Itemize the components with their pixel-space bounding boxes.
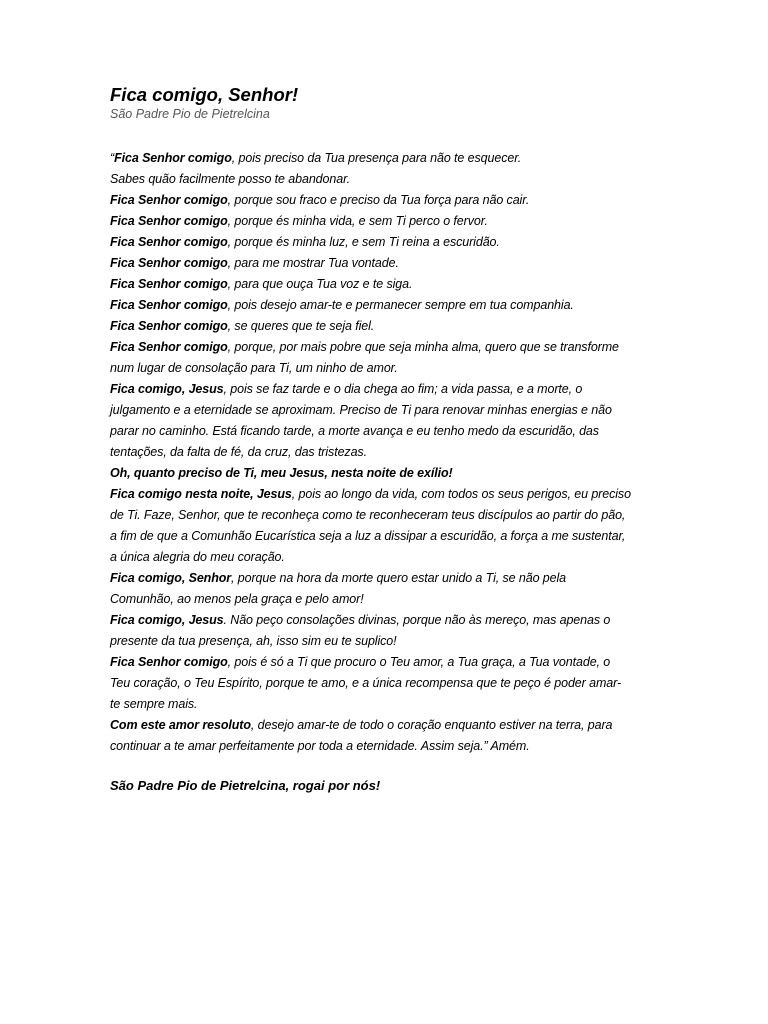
prayer-line-text: , pois se faz tarde e o dia chega ao fim; a vida passa, e a morte, o xyxy=(223,382,583,396)
prayer-line xyxy=(110,547,670,568)
prayer-line-text: num lugar de consolação para Ti, um ninho de amor. xyxy=(110,361,398,375)
prayer-line xyxy=(110,169,670,190)
prayer-line-text: , para me mostrar Tua vontade. xyxy=(227,256,399,270)
prayer-line xyxy=(110,568,670,589)
prayer-line xyxy=(110,253,670,274)
prayer-line-emphasis: Oh, quanto preciso de Ti, meu Jesus, nesta noite de exílio! xyxy=(110,466,453,480)
prayer-line-text: parar no caminho. Está ficando tarde, a morte avança e eu tenho medo da escuridão, das xyxy=(110,424,599,438)
prayer-line-emphasis: Fica comigo, Senhor xyxy=(110,571,232,585)
prayer-line xyxy=(110,190,670,211)
prayer-line xyxy=(110,610,670,631)
prayer-line-text: te sempre mais. xyxy=(110,697,198,711)
closing-invocation: São Padre Pio de Pietrelcina, rogai por nós! xyxy=(110,778,381,793)
prayer-line xyxy=(110,442,670,463)
prayer-line xyxy=(110,295,670,316)
prayer-line xyxy=(110,484,670,505)
prayer-line-emphasis: Fica Senhor comigo xyxy=(110,193,228,207)
prayer-line-text: Comunhão, ao menos pela graça e pelo amor! xyxy=(110,592,364,606)
prayer-line-text: tentações, da falta de fé, da cruz, das tristezas. xyxy=(110,445,367,459)
prayer-line-emphasis: Fica Senhor comigo xyxy=(110,298,228,312)
prayer-line-text: de Ti. Faze, Senhor, que te reconheça como te reconheceram teus discípulos ao partir do pão, xyxy=(110,508,626,522)
opening-quote: “ xyxy=(110,151,115,165)
prayer-line-emphasis: Fica comigo nesta noite, Jesus xyxy=(110,487,292,501)
prayer-line-emphasis: Fica Senhor comigo xyxy=(110,655,228,669)
prayer-line-text: , pois é só a Ti que procuro o Teu amor, a Tua graça, a Tua vontade, o xyxy=(227,655,611,669)
prayer-line-emphasis: Fica comigo, Jesus xyxy=(110,613,224,627)
prayer-line-text: , porque és minha luz, e sem Ti reina a escuridão. xyxy=(227,235,500,249)
prayer-line xyxy=(110,673,670,694)
prayer-line-emphasis: Fica Senhor comigo xyxy=(110,277,228,291)
prayer-line xyxy=(110,211,670,232)
prayer-line xyxy=(110,379,670,400)
prayer-text xyxy=(110,148,670,757)
prayer-line xyxy=(110,715,670,736)
prayer-line-text: a fim de que a Comunhão Eucarística seja a luz a dissipar a escuridão, a força a me sustentar, xyxy=(110,529,626,543)
prayer-line xyxy=(110,232,670,253)
prayer-line xyxy=(110,736,670,757)
prayer-line xyxy=(110,337,670,358)
prayer-line-text: , desejo amar-te de todo o coração enquanto estiver na terra, para xyxy=(250,718,613,732)
prayer-line-text: , porque sou fraco e preciso da Tua força para não cair. xyxy=(227,193,530,207)
prayer-line xyxy=(110,631,670,652)
prayer-line xyxy=(110,652,670,673)
prayer-line xyxy=(110,463,670,484)
document-title: Fica comigo, Senhor! xyxy=(110,84,299,105)
document-subtitle: São Padre Pio de Pietrelcina xyxy=(110,107,270,121)
prayer-line xyxy=(110,694,670,715)
prayer-line-text: . Não peço consolações divinas, porque não às mereço, mas apenas o xyxy=(223,613,611,627)
prayer-line-text: , pois desejo amar-te e permanecer sempre em tua companhia. xyxy=(227,298,574,312)
prayer-line xyxy=(110,505,670,526)
prayer-line-text: , porque, por mais pobre que seja minha alma, quero que se transforme xyxy=(227,340,619,354)
prayer-line-text: , porque na hora da morte quero estar unido a Ti, se não pela xyxy=(231,571,567,585)
prayer-line xyxy=(110,526,670,547)
prayer-line-text: a única alegria do meu coração. xyxy=(110,550,285,564)
prayer-line xyxy=(110,148,670,169)
prayer-line-text: continuar a te amar perfeitamente por toda a eternidade. Assim seja.” Amém. xyxy=(110,739,530,753)
prayer-line-emphasis: Fica Senhor comigo xyxy=(110,256,228,270)
prayer-line-emphasis: Fica comigo, Jesus xyxy=(110,382,224,396)
prayer-line-emphasis: Com este amor resoluto xyxy=(110,718,251,732)
prayer-line-emphasis: Fica Senhor comigo xyxy=(110,340,228,354)
prayer-line-text: , pois ao longo da vida, com todos os seus perigos, eu preciso xyxy=(291,487,631,501)
prayer-line-emphasis: Fica Senhor comigo xyxy=(110,214,228,228)
prayer-line-emphasis: Fica Senhor comigo xyxy=(110,235,228,249)
prayer-line xyxy=(110,589,670,610)
prayer-line xyxy=(110,421,670,442)
prayer-line xyxy=(110,400,670,421)
prayer-line-text: julgamento e a eternidade se aproximam. Preciso de Ti para renovar minhas energias e não xyxy=(110,403,612,417)
prayer-line-text: , para que ouça Tua voz e te siga. xyxy=(227,277,413,291)
document-page xyxy=(110,84,670,809)
prayer-line-text: , porque és minha vida, e sem Ti perco o fervor. xyxy=(227,214,488,228)
prayer-line-emphasis: Fica Senhor comigo xyxy=(110,319,228,333)
prayer-line-text: , pois preciso da Tua presença para não te esquecer. xyxy=(231,151,522,165)
prayer-line xyxy=(110,274,670,295)
prayer-line xyxy=(110,316,670,337)
prayer-line-text: Sabes quão facilmente posso te abandonar. xyxy=(110,172,351,186)
prayer-line-text: presente da tua presença, ah, isso sim eu te suplico! xyxy=(110,634,397,648)
prayer-line-text: Teu coração, o Teu Espírito, porque te amo, e a única recompensa que te peço é poder amar- xyxy=(110,676,622,690)
prayer-line-text: , se queres que te seja fiel. xyxy=(227,319,375,333)
prayer-line-emphasis: Fica Senhor comigo xyxy=(114,151,232,165)
prayer-line xyxy=(110,358,670,379)
